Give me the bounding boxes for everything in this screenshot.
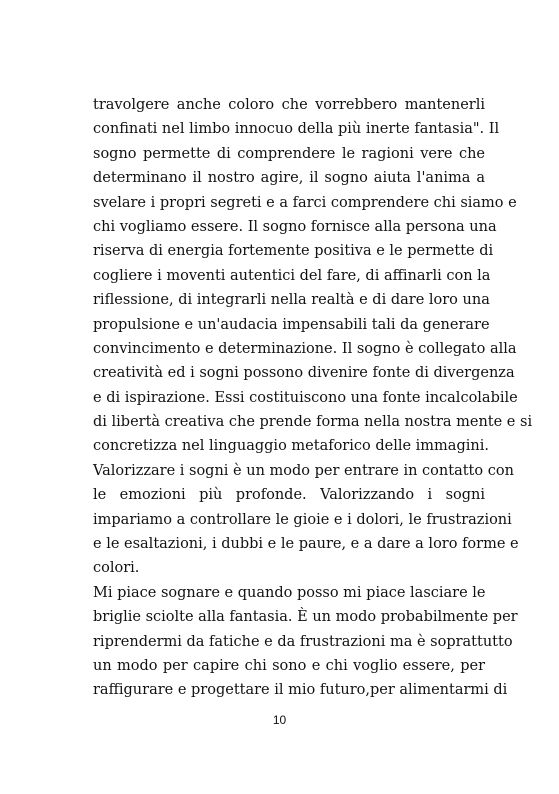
text-line: concretizza nel linguaggio metaforico delle immagini. — [93, 438, 489, 455]
text-line: raffigurare e progettare il mio futuro,per alimentarmi di — [93, 682, 508, 699]
text-line: riprendermi da fatiche e da frustrazioni ma è soprattutto — [93, 633, 513, 650]
text-line: determinano il nostro agire, il sogno aiuta l'anima a — [93, 170, 485, 187]
text-line: Valorizzare i sogni è un modo per entrare in contatto con — [93, 462, 514, 479]
text-line: riflessione, di integrarli nella realtà e di dare loro una — [93, 292, 490, 309]
text-line: creatività ed i sogni possono divenire fonte di divergenza — [93, 365, 515, 382]
text-line: cogliere i moventi autentici del fare, di affinarli con la — [93, 267, 491, 284]
text-line: e di ispirazione. Essi costituiscono una fonte incalcolabile — [93, 389, 518, 406]
text-line: propulsione e un'audacia impensabili tali da generare — [93, 316, 490, 333]
text-line: briglie sciolte alla fantasia. È un modo probabilmente per — [93, 609, 518, 626]
text-line: un modo per capire chi sono e chi voglio essere, per — [93, 657, 485, 674]
text-line: Mi piace sognare e quando posso mi piace lasciare le — [93, 584, 486, 601]
text-line: confinati nel limbo innocuo della più inerte fantasia". Il — [93, 121, 500, 138]
page-number: 10 — [272, 713, 287, 727]
text-line: convincimento e determinazione. Il sogno è collegato alla — [93, 340, 517, 357]
text-line: sogno permette di comprendere le ragioni vere che — [93, 145, 485, 162]
body-text — [93, 93, 533, 703]
text-line: colori. — [93, 560, 140, 577]
text-line: le emozioni più profonde. Valorizzando i sogni — [93, 487, 485, 504]
text-line: e le esaltazioni, i dubbi e le paure, e a dare a loro forme e — [93, 536, 519, 553]
text-line: impariamo a controllare le gioie e i dolori, le frustrazioni — [93, 511, 512, 528]
text-line: travolgere anche coloro che vorrebbero mantenerli — [93, 97, 485, 113]
text-line: riserva di energia fortemente positiva e le permette di — [93, 243, 494, 260]
text-line: di libertà creativa che prende forma nella nostra mente e si — [93, 414, 533, 431]
text-line: svelare i propri segreti e a farci comprendere chi siamo e — [93, 194, 517, 211]
text-line: chi vogliamo essere. Il sogno fornisce alla persona una — [93, 218, 497, 235]
